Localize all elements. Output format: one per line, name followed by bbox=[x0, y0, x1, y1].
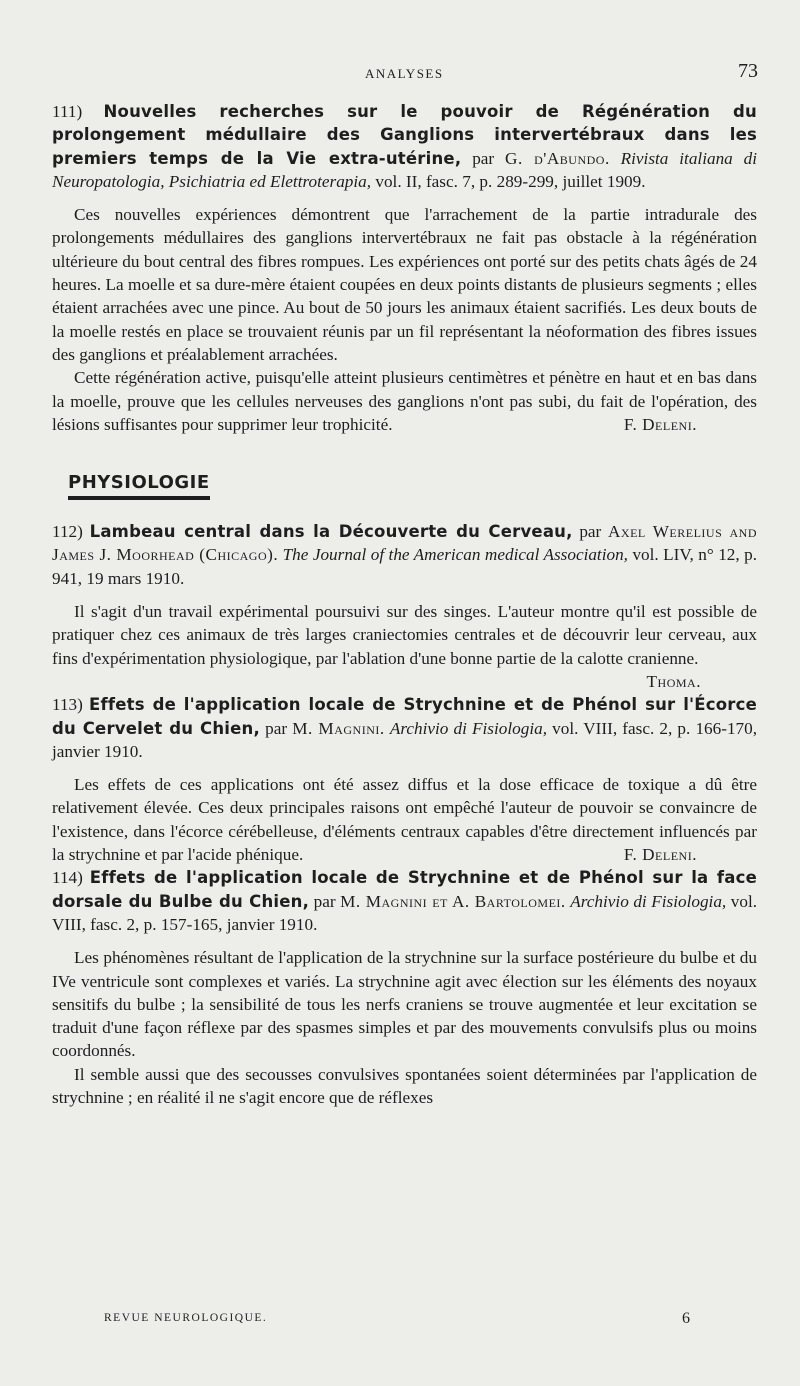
entry-title: Effets de l'application locale de Strychnine et de Phénol sur la face dorsale du Bulbe du Chien, bbox=[52, 868, 757, 911]
entry-by: par bbox=[265, 718, 288, 738]
entry-reference: vol. VIII, fasc. 2, p. 157-165, janvier 1910. bbox=[52, 891, 758, 934]
entry-heading bbox=[52, 520, 757, 590]
entry-number: 114) bbox=[52, 868, 83, 888]
entry-signature: Thoma. bbox=[646, 671, 701, 691]
entry-paragraph bbox=[52, 773, 757, 866]
entry-reference: vol. II, fasc. 7, p. 289-299, juillet 1909. bbox=[375, 171, 646, 191]
entry-title: Nouvelles recherches sur le pouvoir de Régénération du prolongement médullaire des Ganglions intervertébraux dans les premiers temps de la Vie extra-utérine, bbox=[52, 102, 758, 168]
entry-journal: Archivio di Fisiologia, bbox=[570, 891, 727, 911]
page-content bbox=[52, 100, 757, 1109]
entry-heading bbox=[52, 693, 757, 763]
entry-paragraph bbox=[52, 366, 757, 436]
entry-journal: The Journal of the American medical Association, bbox=[282, 545, 628, 565]
entry-number: 113) bbox=[52, 695, 83, 715]
entry-by: par bbox=[579, 522, 602, 542]
entry-author: M. Magnini et A. Bartolomei. bbox=[340, 891, 566, 911]
entry-number: 112) bbox=[52, 522, 83, 542]
entry-paragraph: Il s'agit d'un travail expérimental poursuivi sur des singes. L'auteur montre qu'il est possible de pratiquer chez ces animaux de très larges craniectomies centrales et de découvrir leur cerveau, aux fins d'expérimentation physiologique, par l'ablation d'une bonne partie de la calotte cranienne. bbox=[52, 602, 757, 668]
page-number: 73 bbox=[738, 60, 758, 82]
entry-title: Effets de l'application locale de Strychnine et de Phénol sur l'Écorce du Cervelet du Chien, bbox=[52, 695, 757, 738]
entry-paragraph: Les phénomènes résultant de l'application de la strychnine sur la surface postérieure du bulbe et du IVe ventricule sont complexes et variés. La strychnine agit avec élection sur les éléments des noyaux sensitifs du bulbe ; la sensibilité de tous les nerfs craniens se trouve augmentée et leur excitation se traduit d'une façon réflexe par des spasmes simples et par des mouvements convulsifs plus ou moins coordonnés. bbox=[52, 948, 757, 1061]
running-head bbox=[0, 60, 800, 86]
entry-author: Axel Werelius and James J. Moorhead (Chicago). bbox=[52, 522, 757, 565]
entry-author: M. Magnini. bbox=[292, 718, 385, 738]
abstract-entry-114 bbox=[52, 866, 757, 1109]
entry-heading bbox=[52, 866, 757, 936]
running-title: ANALYSES bbox=[365, 66, 444, 81]
entry-number: 111) bbox=[52, 102, 83, 121]
footer-signature-mark: 6 bbox=[682, 1310, 690, 1327]
entry-journal: Archivio di Fisiologia, bbox=[389, 718, 547, 738]
entry-journal: Rivista italiana di Neuropatologia, Psichiatria ed Elettroterapia, bbox=[52, 148, 758, 191]
footer-journal-title: REVUE NEUROLOGIQUE. bbox=[104, 1312, 268, 1324]
entry-paragraph-text: Cette régénération active, puisqu'elle atteint plusieurs centimètres et pénètre en haut et en bas dans la moelle, prouve que les cellules nerveuses des ganglions n'ont pas subi, du fait de l'opération, des lésions suffisantes pour supprimer leur trophicité. bbox=[52, 368, 757, 434]
section-heading: PHYSIOLOGIE bbox=[68, 472, 210, 500]
entry-by: par bbox=[313, 891, 336, 911]
abstract-entry-111 bbox=[52, 100, 757, 436]
entry-reference: vol. VIII, fasc. 2, p. 166-170, janvier 1910. bbox=[52, 718, 758, 761]
entry-author: G. d'Abundo. bbox=[505, 148, 610, 168]
entry-paragraph: Ces nouvelles expériences démontrent que l'arrachement de la partie intradurale des prolongements médullaires des ganglions intervertébraux ne fait pas obstacle à la régénération ultérieure du bout central des fibres rompues. Les expériences ont porté sur des petits chats âgés de 24 heures. La moelle et sa dure-mère étaient coupées en deux points distants de plusieurs segments ; elles étaient arrachées avec une pince. Au bout de 50 jours les animaux étaient sacrifiés. Les deux bouts de la moelle restés en place se trouvaient réunis par un fil représentant la néoformation des fibres issues des ganglions et préalablement arrachées. bbox=[52, 205, 757, 364]
entry-reference: vol. LIV, n° 12, p. 941, 19 mars 1910. bbox=[52, 545, 758, 588]
entry-by: par bbox=[472, 148, 495, 168]
entry-signature: F. Deleni. bbox=[623, 845, 697, 865]
entry-paragraph: Il semble aussi que des secousses convulsives spontanées soient déterminées par l'application de strychnine ; en réalité il ne s'agit encore que de réflexes bbox=[52, 1064, 757, 1107]
entry-title: Lambeau central dans la Découverte du Cerveau, bbox=[89, 522, 573, 542]
entry-heading bbox=[52, 100, 757, 193]
abstract-entry-112 bbox=[52, 520, 757, 693]
page-footer bbox=[0, 1310, 800, 1332]
entry-paragraph-text: Les effets de ces applications ont été assez diffus et la dose efficace de toxique a dû être relativement élevée. Ces deux principales raisons ont empêché l'auteur de pouvoir se convaincre de l'existence, dans l'écorce cérébelleuse, d'éléments centraux capables d'être directement influencés par la strychnine et par l'acide phénique. bbox=[52, 775, 757, 865]
abstract-entry-113 bbox=[52, 693, 757, 866]
entry-signature: F. Deleni. bbox=[623, 414, 697, 434]
entry-signature-line bbox=[52, 670, 757, 693]
